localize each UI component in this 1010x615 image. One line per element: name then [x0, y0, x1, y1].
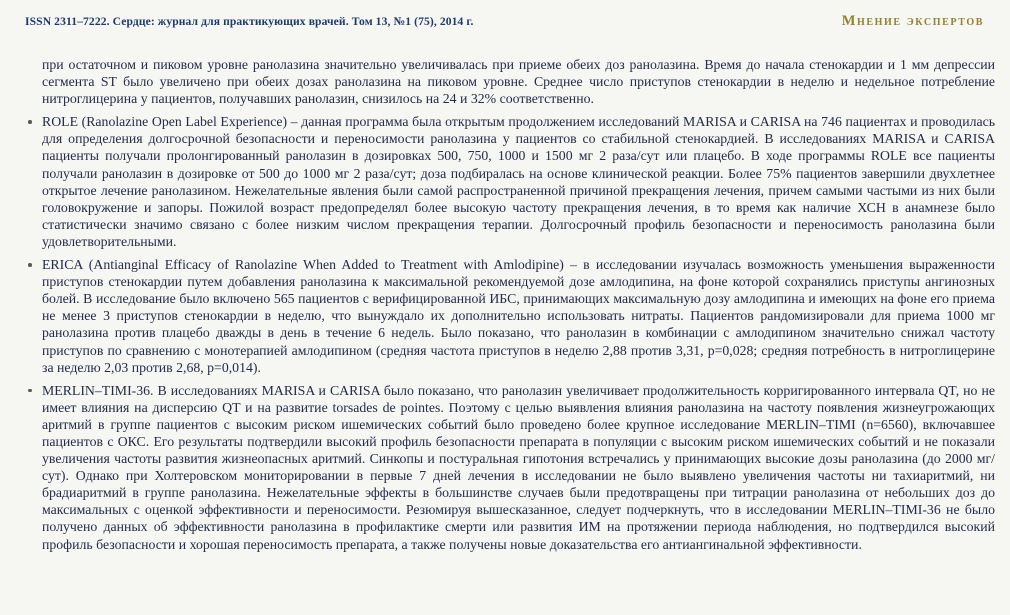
- article-body: [42, 56, 995, 553]
- page-header: [0, 0, 1010, 30]
- bullet-icon: [28, 120, 32, 124]
- intro-paragraph: при остаточном и пиковом уровне ранолазина значительно увеличивалась при приеме обеих доз ранолазина. Время до начала стенокардии и 1 мм депрессии сегмента ST было увеличено при обеих дозах ранолазина на пиковом уровне. Среднее число приступов стенокардии в неделю и недельное потребление нитроглицерина у пациентов, получавших ранолазин, снизилось на 24 и 32% соответственно.: [42, 57, 995, 107]
- issn-journal-info: ISSN 2311–7222. Сердце: журнал для практикующих врачей. Том 13, №1 (75), 2014 г.: [25, 15, 474, 28]
- bullet-text-merlin-timi-36: MERLIN–TIMI-36. В исследованиях MARISA и CARISA было показано, что ранолазин увеличивает продолжительность корригированного интервала QT, но не имеет влияния на дисперсию QT и на развитие torsades de pointes. Поэтому с целью выявления влияния ранолазина на частоту появления жизнеугрожающих аритмий в группе пациентов с высоким риском ишемических событий было проведено более крупное исследование MERLIN–TIMI (n=6560), включавшее пациентов с ОКС. Его результаты подтвердили высокий профиль безопасности препарата в популяции с высоким риском ишемических событий и не показали увеличения частоты развития жизнеопасных аритмий. Синкопы и постуральная гипотония встречались у принимающих высокие дозы ранолазина (до 2000 мг/сут). Однако при Холтеровском мониторировании в первые 7 дней лечения в исследовании не было выявлено увеличения частоты ни тахиаритмий, ни брадиаритмий в группе ранолазина. Нежелательные эффекты в большинстве случаев были предотвращены при титрации ранолазина от небольших доз до максимальных с оценкой эффективности и переносимости. Резюмируя вышесказанное, следует подчеркнуть, что в исследовании MERLIN–TIMI-36 не было получено данных об эффективности ранолазина в профилактике смерти или развития ИМ на протяжении периода наблюдения, но подтвердился высокий профиль безопасности и хорошая переносимость препарата, а также получены новые доказательства его антиангинальной эффективности.: [42, 382, 995, 552]
- bullet-text-erica: ERICA (Antianginal Efficacy of Ranolazine When Added to Treatment with Amlodipine) – в исследовании изучалась возможность уменьшения выраженности приступов стенокардии путем добавления ранолазина к максимальной рекомендуемой дозе амлодипина, на фоне которой сохранялись приступы ангинозных болей. В исследование было включено 565 пациентов с верифицированной ИБС, принимающих максимальную дозу амлодипина и имеющих на фоне его приема не менее 3 приступов стенокардии в неделю, что вынуждало их дополнительно использовать нитраты. Пациентов рандомизировали для приема 1000 мг ранолазина против плацебо дважды в день в течение 6 недель. Было показано, что ранолазин в комбинации с амлодипином значительно снижал частоту приступов по сравнению с монотерапией амлодипином (средняя частота приступов в неделю 2,88 против 3,31, p=0,028; средняя потребность в нитроглицерине за неделю 2,03 против 2,68, p=0,014).: [42, 257, 995, 375]
- bullet-item-merlin-timi-36: [42, 382, 995, 553]
- bullet-item-erica: [42, 256, 995, 376]
- bullet-icon: [28, 389, 32, 393]
- bullet-icon: [28, 263, 32, 267]
- section-title: Мнение экспертов: [841, 13, 984, 29]
- bullet-item-role: [42, 113, 995, 250]
- bullet-text-role: ROLE (Ranolazine Open Label Experience) – данная программа была открытым продолжением исследований MARISA и CARISA на 746 пациентах и проводилась для определения долгосрочной безопасности и переносимости ранолазина у пациентов со стабильной стенокардией. В исследованиях MARISA и CARISA пациенты получали пролонгированный ранолазин в дозировках 500, 750, 1000 и 1500 мг 2 раза/сут или плацебо. В ходе программы ROLE все пациенты получали ранолазин в дозировке от 500 до 1000 мг 2 раза/сут; доза подбиралась на основе клинической реакции. Более 75% пациентов завершили двухлетнее открытое лечение ранолазином. Нежелательные явления были самой распространенной причиной прекращения лечения, причем самыми частыми из них были головокружение и запоры. Пожилой возраст предопределял более высокую частоту прекращения лечения, в то время как наличие ХСН в анамнезе было статистически значимо связано с более низким числом прекращения терапии. Долгосрочный профиль безопасности и переносимость ранолазина были удовлетворительными.: [42, 114, 995, 249]
